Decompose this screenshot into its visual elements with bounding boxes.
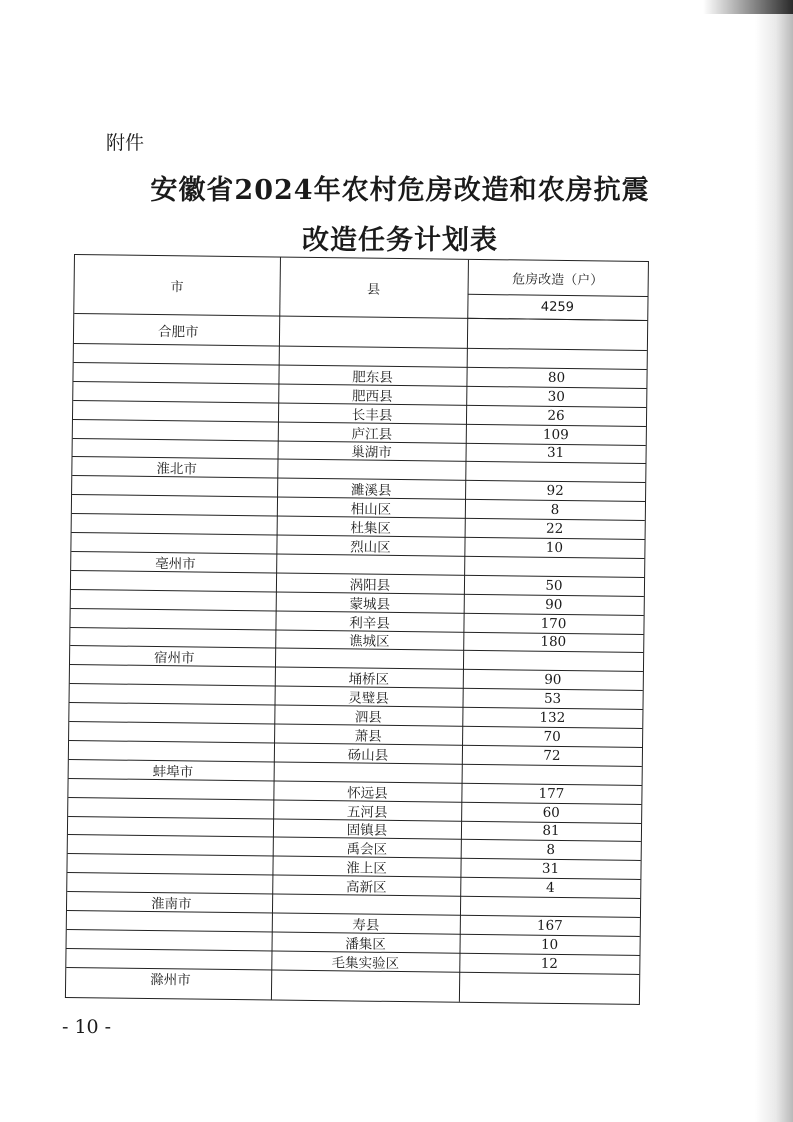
county-cell: 长丰县 <box>351 407 393 424</box>
county-cell <box>272 895 460 915</box>
county-cell: 禹会区 <box>346 841 388 859</box>
value-cell: 109 <box>542 426 569 443</box>
county-cell: 肥东县 <box>352 369 393 386</box>
county-cell: 泗县 <box>354 709 382 726</box>
value-cell: 8 <box>550 501 560 519</box>
annex-label: 附件 <box>106 132 145 154</box>
value-cell: 167 <box>536 917 563 934</box>
county-cell: 灵璧县 <box>348 690 389 708</box>
county-cell: 杜集区 <box>350 520 392 537</box>
city-cell <box>70 684 270 704</box>
header-county: 县 <box>366 282 381 298</box>
value-cell: 30 <box>547 388 565 405</box>
subtotal-value: 4259 <box>540 299 575 316</box>
value-cell: 10 <box>540 936 559 953</box>
county-cell: 寿县 <box>352 917 380 934</box>
county-cell: 埇桥区 <box>348 671 390 689</box>
value-cell <box>465 462 645 482</box>
city-cell: 亳州市 <box>155 555 196 573</box>
city-cell: 宿州市 <box>153 650 195 667</box>
county-cell: 肥西县 <box>351 388 393 405</box>
value-cell: 31 <box>546 445 565 462</box>
value-cell <box>467 349 647 369</box>
county-cell: 烈山区 <box>350 539 391 556</box>
value-cell: 60 <box>542 804 560 821</box>
value-cell <box>463 651 643 671</box>
value-cell <box>460 897 640 917</box>
county-cell: 毛集实验区 <box>331 954 400 972</box>
plan-table <box>65 254 649 1005</box>
scan-edge-shadow <box>755 0 793 1122</box>
value-cell: 80 <box>547 369 566 386</box>
value-cell: 90 <box>544 672 562 689</box>
city-cell: 滁州市 <box>150 971 191 989</box>
city-cell <box>69 703 269 723</box>
document-title-line2: 改造任务计划表 <box>302 225 498 256</box>
county-cell: 萧县 <box>354 728 382 745</box>
city-cell <box>72 495 272 515</box>
county-cell <box>276 554 464 574</box>
county-cell: 砀山县 <box>347 747 389 764</box>
value-cell: 180 <box>540 634 567 651</box>
county-cell: 涡阳县 <box>349 577 391 594</box>
county-cell <box>274 762 462 782</box>
value-cell: 170 <box>540 615 567 632</box>
value-cell: 132 <box>539 709 566 727</box>
value-cell: 70 <box>543 728 561 745</box>
value-cell <box>464 557 644 577</box>
value-cell: 72 <box>543 747 561 764</box>
value-cell: 10 <box>545 539 564 556</box>
county-cell <box>271 970 459 990</box>
value-cell <box>462 765 642 785</box>
value-cell: 8 <box>546 842 556 859</box>
page-number: - 10 - <box>62 1016 112 1038</box>
value-cell: 12 <box>540 955 559 972</box>
county-cell <box>279 317 467 348</box>
county-cell: 庐江县 <box>351 425 393 443</box>
value-cell: 90 <box>545 596 563 613</box>
header-city: 市 <box>170 279 184 295</box>
county-cell <box>277 460 465 480</box>
value-cell: 92 <box>546 483 564 500</box>
county-cell: 相山区 <box>350 501 392 519</box>
county-cell: 谯城区 <box>348 633 390 651</box>
value-cell: 4 <box>545 879 555 897</box>
county-cell <box>279 347 467 367</box>
header-value: 危房改造（户） <box>512 271 604 288</box>
county-cell: 巢湖市 <box>351 444 392 462</box>
value-cell: 50 <box>545 577 563 594</box>
value-cell: 31 <box>541 860 560 878</box>
subtotal-row <box>467 294 647 320</box>
county-cell: 濉溪县 <box>350 482 392 500</box>
county-cell: 利辛县 <box>349 614 390 632</box>
county-cell: 淮上区 <box>346 860 387 878</box>
value-cell <box>459 972 639 992</box>
city-cell: 淮南市 <box>150 896 192 913</box>
value-cell: 53 <box>543 690 562 708</box>
county-cell: 潘集区 <box>345 936 386 953</box>
value-cell: 22 <box>545 520 564 538</box>
county-cell: 五河县 <box>346 803 388 821</box>
county-cell <box>275 649 463 669</box>
value-cell <box>467 319 647 350</box>
city-cell: 淮北市 <box>156 461 197 478</box>
value-cell: 26 <box>547 407 565 424</box>
city-cell <box>67 873 267 893</box>
city-cell: 合肥市 <box>157 323 199 341</box>
county-cell: 高新区 <box>345 879 387 897</box>
scan-edge-top <box>703 0 793 14</box>
value-cell: 177 <box>538 785 565 802</box>
county-cell: 蒙城县 <box>349 596 391 613</box>
city-cell: 蚌埠市 <box>152 763 194 781</box>
county-cell: 固镇县 <box>346 822 388 840</box>
county-cell: 怀远县 <box>347 785 388 802</box>
value-cell: 81 <box>542 823 560 840</box>
document-title-line1: 安徽省2024年农村危房改造和农房抗震 <box>150 175 650 206</box>
